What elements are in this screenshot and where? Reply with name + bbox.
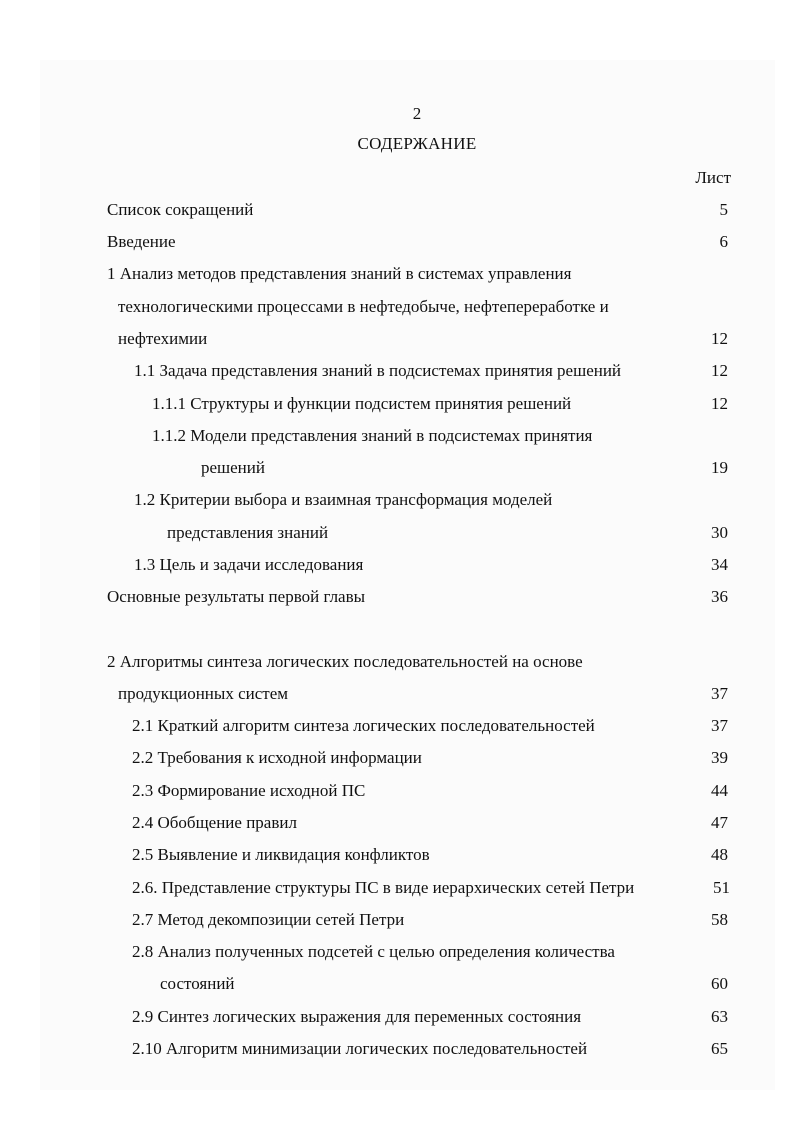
- toc-page-number: 44: [711, 781, 728, 800]
- toc-entry: 2.3 Формирование исходной ПС: [132, 781, 366, 800]
- toc-page-number: 63: [711, 1007, 728, 1026]
- toc-entry: технологическими процессами в нефтедобыче, нефтепереработке и: [118, 297, 609, 316]
- toc-entry: Введение: [107, 232, 176, 251]
- toc-entry: 2.10 Алгоритм минимизации логических последовательностей: [132, 1039, 588, 1058]
- toc-entry: Список сокращений: [107, 200, 254, 219]
- toc-entry: нефтехимии: [118, 329, 208, 348]
- toc-entry: 1 Анализ методов представления знаний в системах управления: [107, 264, 572, 283]
- toc-entry: решений: [201, 458, 265, 477]
- toc-entry: 2.9 Синтез логических выражения для переменных состояния: [132, 1007, 582, 1026]
- toc-page-number: 65: [711, 1039, 728, 1058]
- toc-page-number: 34: [711, 555, 728, 574]
- toc-page-number: 19: [711, 458, 728, 477]
- toc-entry: 2.1 Краткий алгоритм синтеза логических последовательностей: [132, 716, 595, 735]
- toc-page-number: 12: [711, 329, 728, 348]
- toc-entry: представления знаний: [167, 523, 329, 542]
- page-number: 2: [412, 104, 422, 123]
- toc-page-number: 37: [711, 684, 728, 703]
- toc-entry: продукционных систем: [118, 684, 288, 703]
- toc-entry: 2.2 Требования к исходной информации: [132, 748, 422, 767]
- toc-page-number: 39: [711, 748, 728, 767]
- toc-entry: 1.3 Цель и задачи исследования: [134, 555, 364, 574]
- toc-entry: состояний: [160, 974, 235, 993]
- toc-entry: 2.6. Представление структуры ПС в виде иерархических сетей Петри: [132, 878, 635, 897]
- page-title: СОДЕРЖАНИЕ: [357, 134, 477, 153]
- toc-page-number: 6: [719, 232, 728, 251]
- toc-page-number: 36: [711, 587, 728, 606]
- toc-entry: 2.7 Метод декомпозиции сетей Петри: [132, 910, 405, 929]
- toc-entry: 1.1 Задача представления знаний в подсистемах принятия решений: [134, 361, 622, 380]
- toc-page-number: 12: [711, 361, 728, 380]
- toc-entry: 1.1.1 Структуры и функции подсистем принятия решений: [152, 394, 572, 413]
- toc-page-number: 12: [711, 394, 728, 413]
- toc-page-number: 51: [713, 878, 730, 897]
- toc-page-number: 60: [711, 974, 728, 993]
- toc-entry: 2.8 Анализ полученных подсетей с целью определения количества: [132, 942, 615, 961]
- toc-entry: 2.4 Обобщение правил: [132, 813, 297, 832]
- toc-entry: Основные результаты первой главы: [107, 587, 366, 606]
- toc-entry: 1.1.2 Модели представления знаний в подсистемах принятия: [152, 426, 593, 445]
- toc-entry: 2 Алгоритмы синтеза логических последовательностей на основе: [107, 652, 583, 671]
- toc-page-number: 30: [711, 523, 728, 542]
- toc-page-number: 47: [711, 813, 728, 832]
- toc-page-number: 5: [719, 200, 728, 219]
- sheet-column-label: Лист: [695, 168, 731, 187]
- toc-entry: 2.5 Выявление и ликвидация конфликтов: [132, 845, 430, 864]
- toc-page-number: 58: [711, 910, 728, 929]
- toc-page-number: 48: [711, 845, 728, 864]
- toc-page-number: 37: [711, 716, 728, 735]
- toc-entry: 1.2 Критерии выбора и взаимная трансформация моделей: [134, 490, 553, 509]
